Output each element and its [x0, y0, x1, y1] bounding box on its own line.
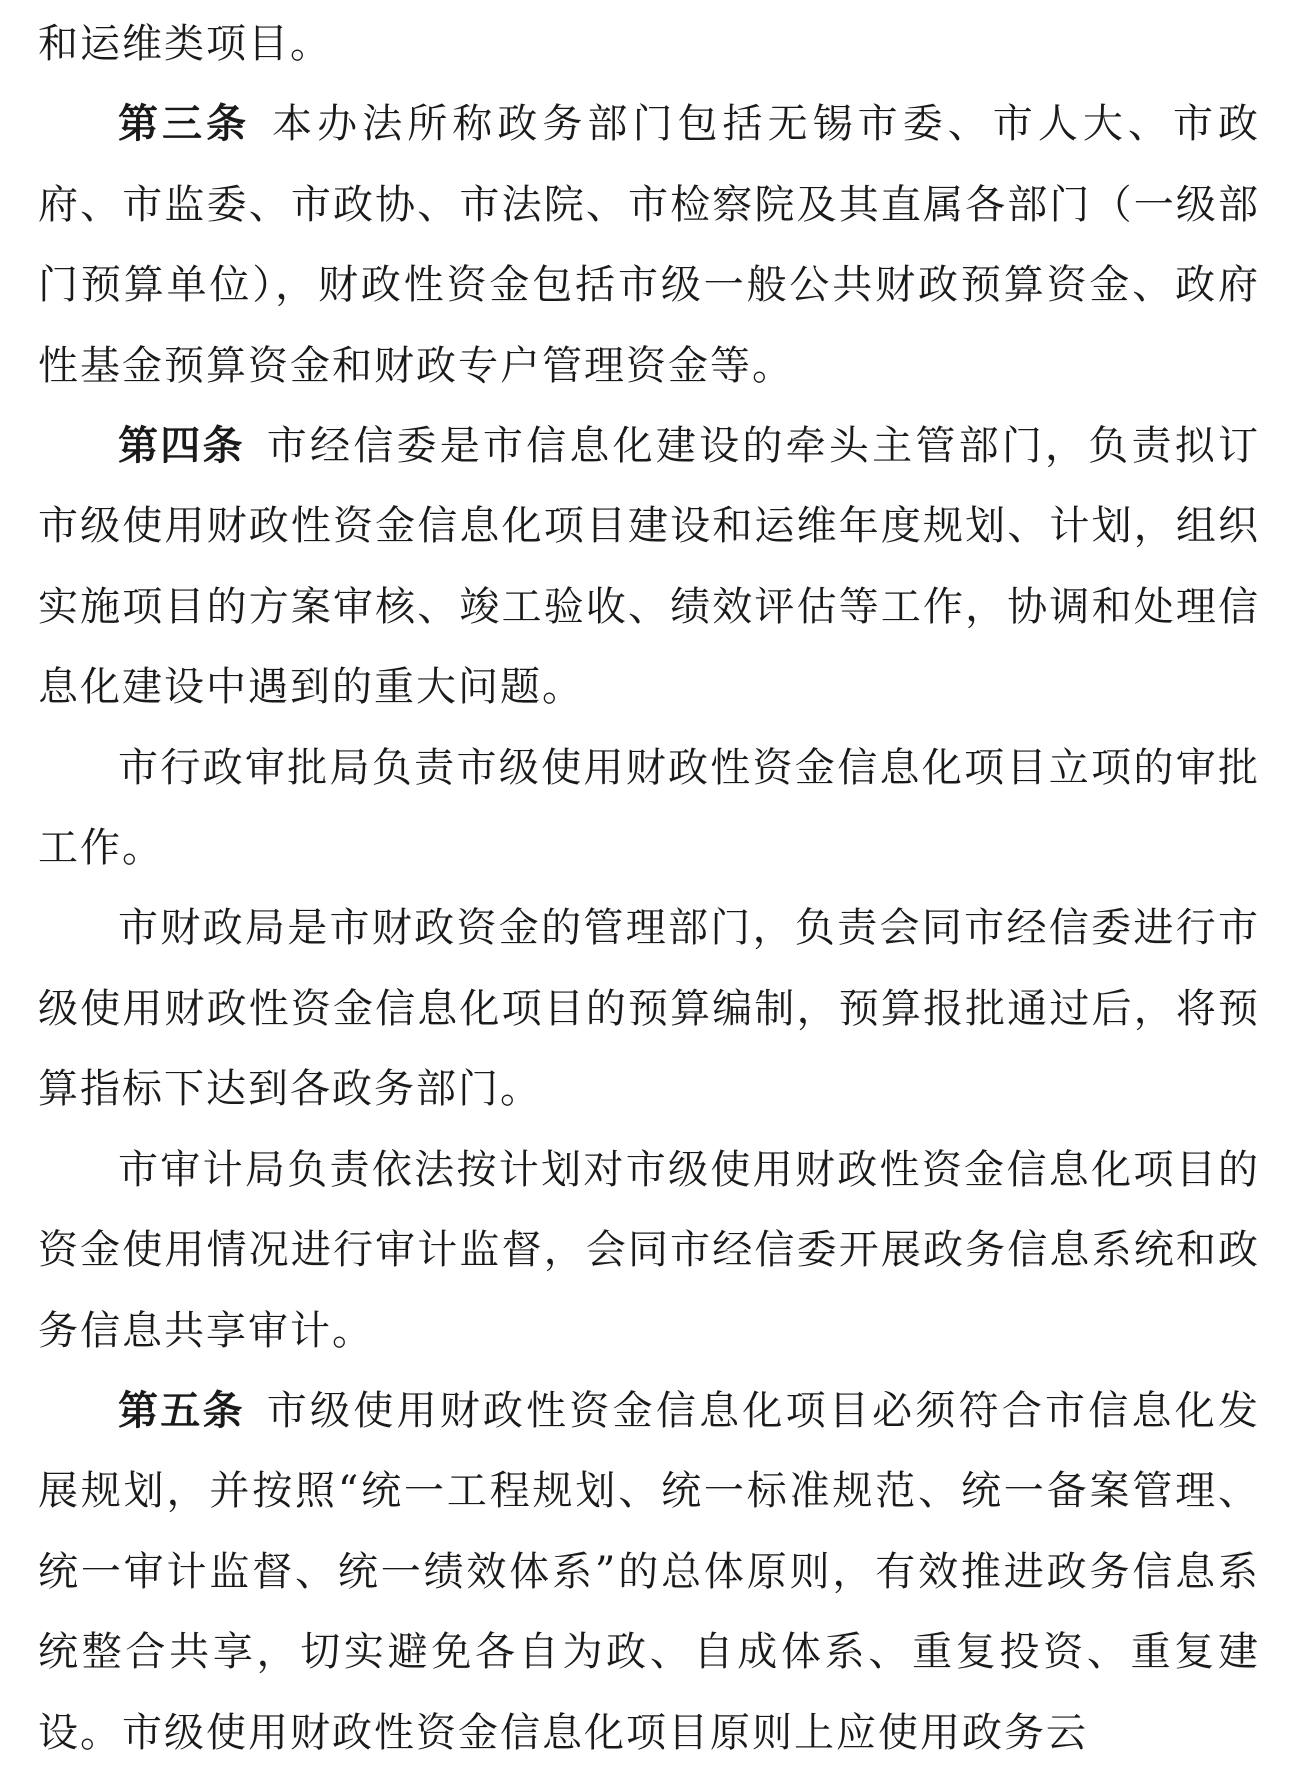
paragraph-text: 市经信委是市信息化建设的牵头主管部门，负责拟订市级使用财政性资金信息化项目建设和运维年度规划、计划，组织实施项目的方案审核、竣工验收、绩效评估等工作，协调和处理信息化建设中遇到的重大问题。: [38, 423, 1261, 711]
paragraph-text: 本办法所称政务部门包括无锡市委、市人大、市政府、市监委、市政协、市法院、市检察院及其直属各部门（一级部门预算单位），财政性资金包括市级一般公共财政预算资金、政府性基金预算资金和财政专户管理资金等。: [38, 101, 1260, 389]
paragraph-finance-bureau: [38, 888, 1260, 1129]
paragraph-text: 市审计局负责依法按计划对市级使用财政性资金信息化项目的资金使用情况进行审计监督，会同市经信委开展政务信息系统和政务信息共享审计。: [38, 1146, 1260, 1354]
paragraph-approval-bureau: [38, 728, 1260, 889]
article-title: 第三条: [118, 101, 251, 148]
article-5: [38, 1371, 1260, 1773]
paragraph-text: 市财政局是市财政资金的管理部门，负责会同市经信委进行市级使用财政性资金信息化项目的预算编制，预算报批通过后，将预算指标下达到各政务部门。: [38, 905, 1260, 1113]
document-page: [38, 0, 1260, 1786]
paragraph-audit-bureau: [38, 1130, 1260, 1371]
article-title: 第五条: [118, 1387, 245, 1434]
article-3: [38, 84, 1260, 406]
article-4: [38, 406, 1260, 728]
article-title: 第四条: [118, 423, 245, 470]
paragraph-continuation: [38, 4, 1260, 84]
paragraph-text: 市级使用财政性资金信息化项目必须符合市信息化发展规划，并按照“统一工程规划、统一标准规范、统一备案管理、统一审计监督、统一绩效体系”的总体原则，有效推进政务信息系统整合共享，切实避免各自为政、自成体系、重复投资、重复建设。市级使用财政性资金信息化项目原则上应使用政务云: [38, 1387, 1261, 1756]
paragraph-text: 和运维类项目。: [38, 21, 332, 67]
paragraph-text: 市行政审批局负责市级使用财政性资金信息化项目立项的审批工作。: [38, 744, 1260, 872]
